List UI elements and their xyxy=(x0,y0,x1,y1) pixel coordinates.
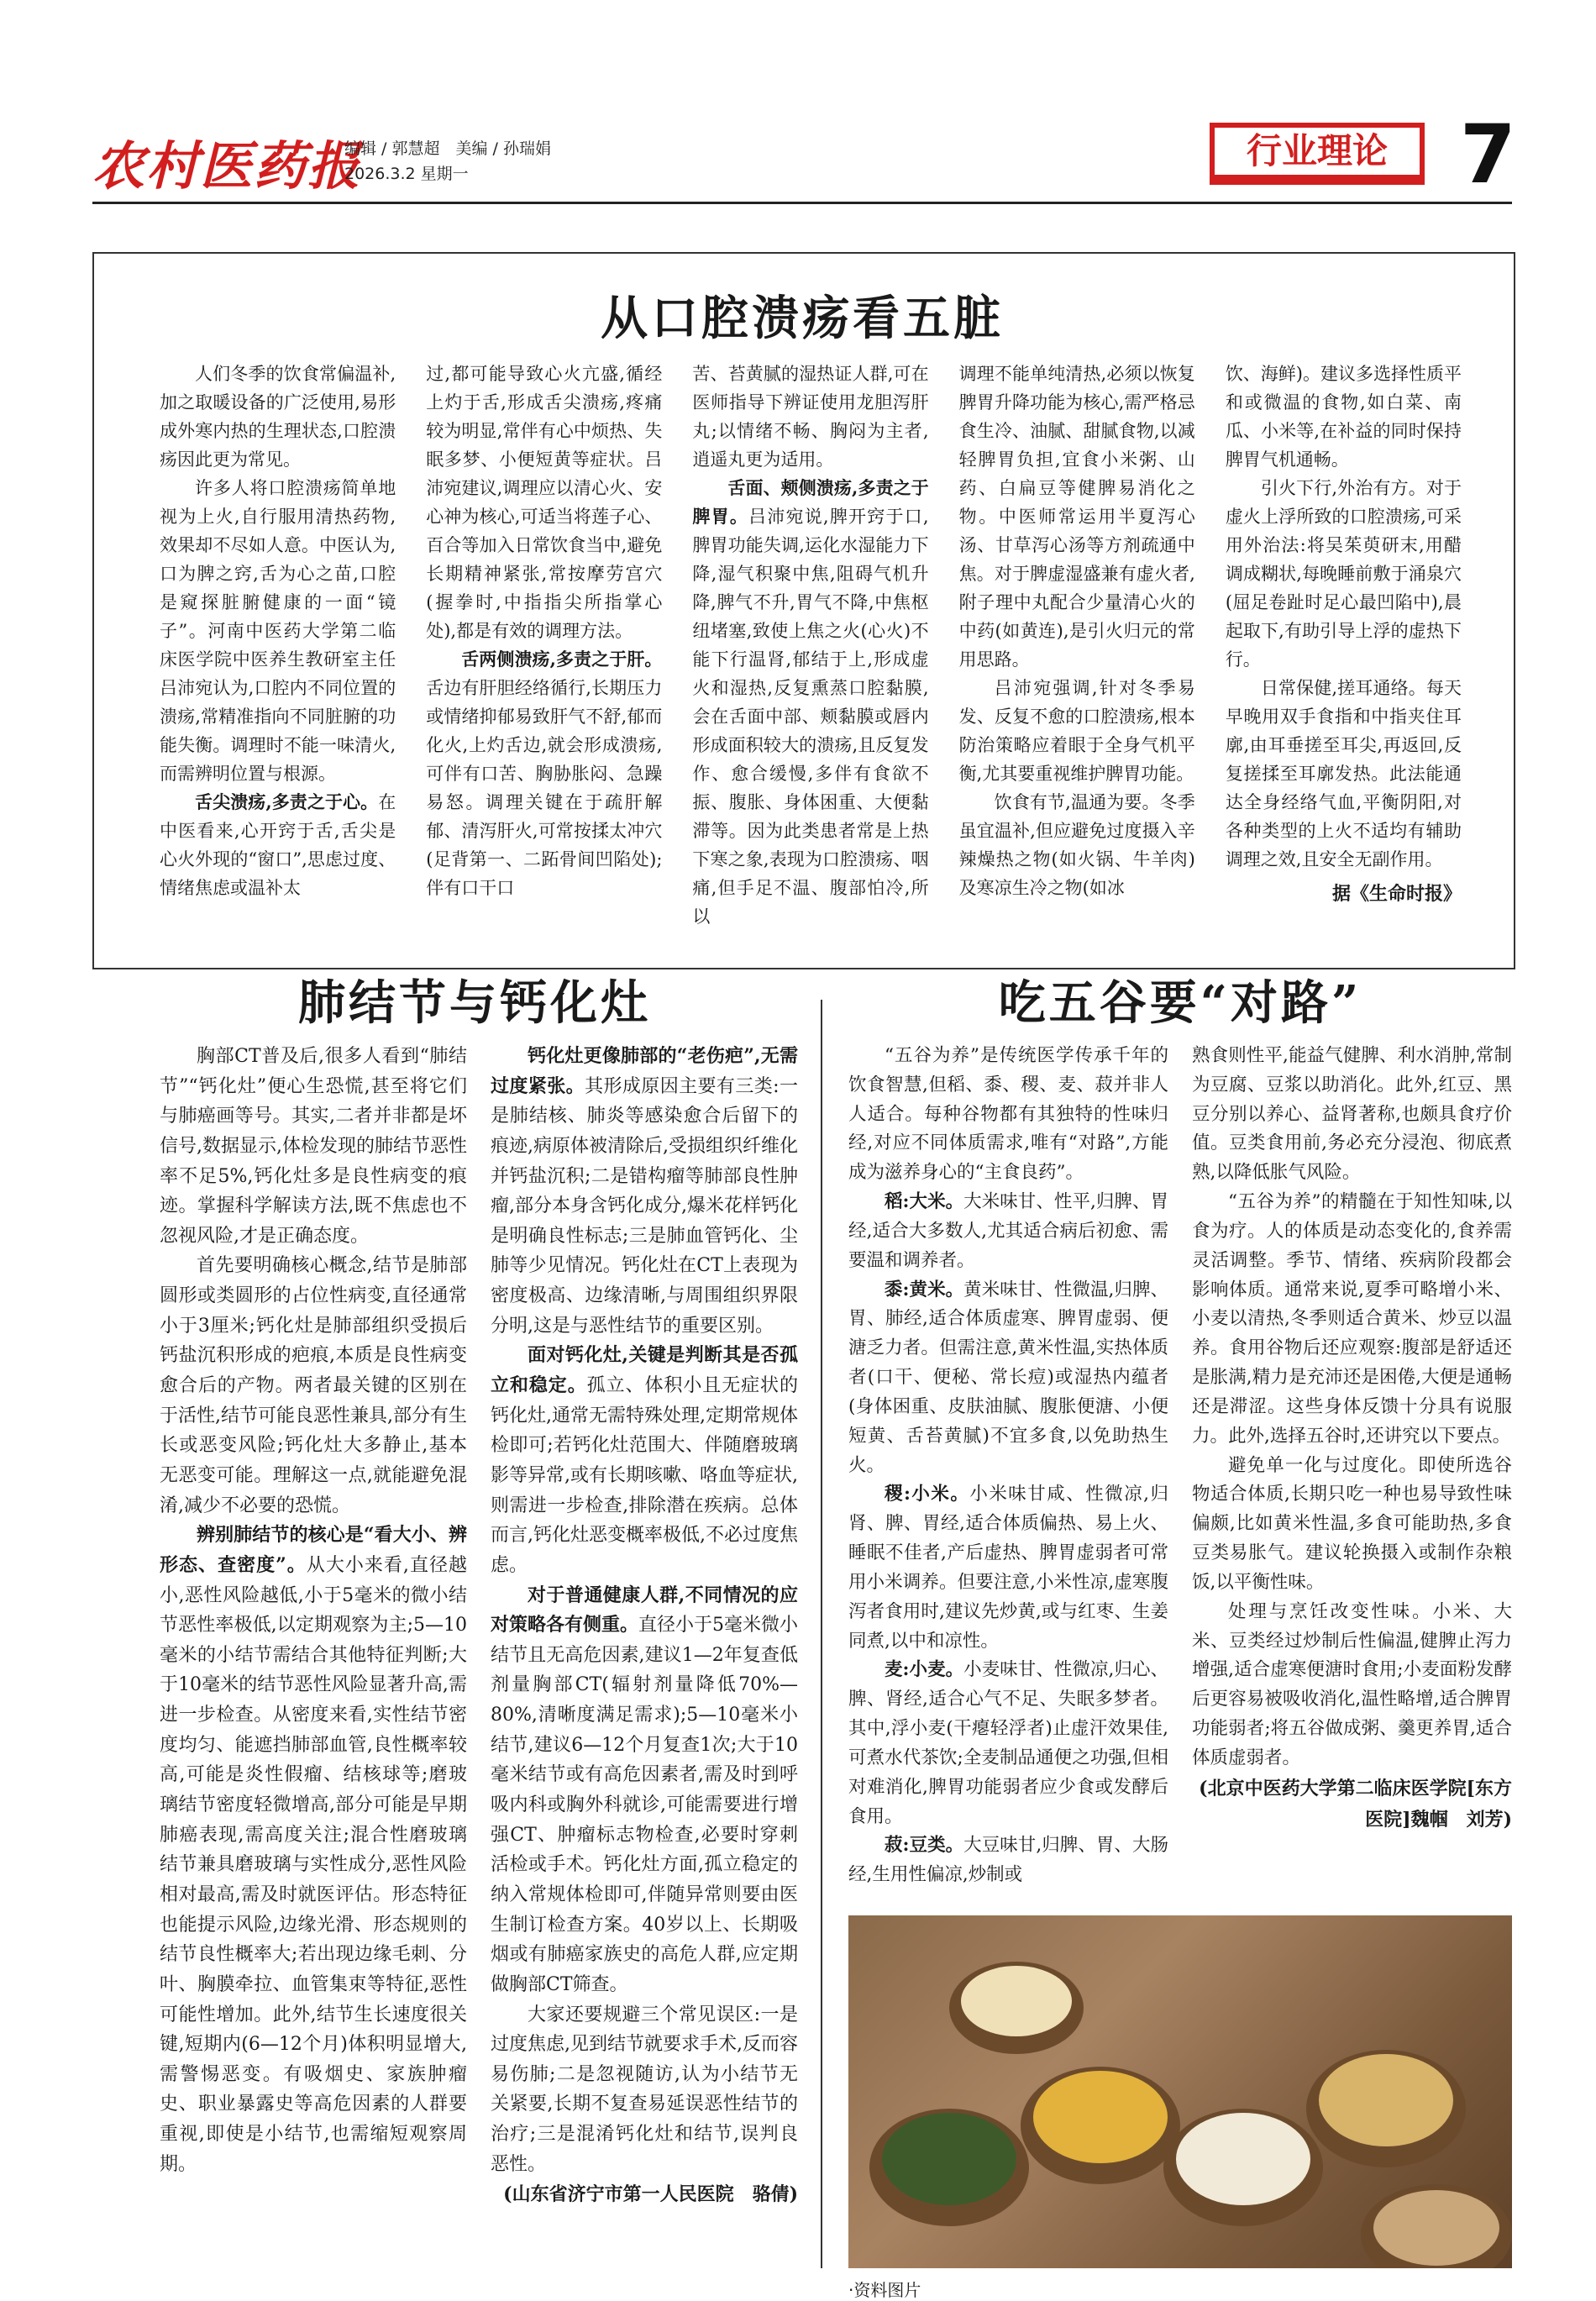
paragraph-lead: 舌两侧溃疡,多责之于肝。 xyxy=(461,649,663,670)
paragraph-text: 人们冬季的饮食常偏温补,加之取暖设备的广泛使用,易形成外寒内热的生理状态,口腔溃疡因此更为常见。 xyxy=(160,364,396,470)
paragraph-lead: 稷:小米。 xyxy=(885,1484,970,1505)
article-paragraph xyxy=(491,1581,798,2000)
grain-spoons-illustration xyxy=(848,1915,1512,2268)
article-column xyxy=(1226,360,1462,931)
article-paragraph xyxy=(848,1656,1168,1831)
paragraph-text: 舌边有肝胆经络循行,长期压力或情绪抑郁易致肝气不舒,郁而化火,上灼舌边,就会形成溃疡,可伴有口苦、胸胁胀闷、急躁易怒。调理关键在于疏肝解郁、清泻肝火,可常按揉太冲穴(足背第一、二跖骨间凹陷处);伴有口干口 xyxy=(426,678,663,899)
article-paragraph xyxy=(160,788,396,902)
paragraph-text: 苦、苔黄腻的湿热证人群,可在医师指导下辨证使用龙胆泻肝丸;以情绪不畅、胸闷为主者,逍遥丸更为适用。 xyxy=(692,364,929,470)
article-paragraph xyxy=(426,360,662,645)
article-paragraph xyxy=(848,1188,1168,1275)
paragraph-text: 引火下行,外治有方。对于虚火上浮所致的口腔溃疡,可采用外治法:将吴茱萸研末,用醋调成糊状,每晚睡前敷于涌泉穴(屈足卷趾时足心最凹陷中),晨起取下,有助引导上浮的虚热下行。 xyxy=(1225,478,1462,670)
paragraph-text: 从大小来看,直径越小,恶性风险越低,小于5毫米的微小结节恶性率极低,以定期观察为主;5—10毫米的小结节需结合其他特征判断;大于10毫米的结节恶性风险显著升高,需进一步检查。从密度来看,实性结节密度均匀、能遮挡肺部血管,良性概率较高,可能是炎性假瘤、结核球等;磨玻璃结节密度轻微增高,部分可能是早期肺癌表现,需高度关注;混合性磨玻璃结节兼具磨玻璃与实性成分,恶性风险相对最高,需及时就医评估。形态特征也能提示风险,边缘光滑、形态规则的结节良性概率大;若出现边缘毛刺、分叶、胸膜牵拉、血管集束等特征,恶性可能性增加。此外,结节生长速度很关键,短期内(6—12个月)体积明显增大,需警惕恶变。有吸烟史、家族肿瘤史、职业暴露史等高危因素的人群要重视,即使是小结节,也需缩短观察周期。 xyxy=(160,1554,467,2175)
spoon-icon xyxy=(949,1962,1084,2054)
paragraph-text: 过,都可能导致心火亢盛,循经上灼于舌,形成舌尖溃疡,疼痛较为明显,常伴有心中烦热、失眠多梦、小便短黄等症状。吕沛宛建议,调理应以清心火、安心神为核心,可适当将莲子心、百合等加入日常饮食当中,避免长期精神紧张,常按摩劳宫穴(握拳时,中指指尖所指掌心处),都是有效的调理方法。 xyxy=(426,364,663,642)
paragraph-lead: 舌尖溃疡,多责之于心。 xyxy=(195,791,379,813)
article-paragraph xyxy=(848,1042,1168,1188)
paragraph-text: 调理不能单纯清热,必须以恢复脾胃升降功能为核心,需严格忌食生冷、油腻、甜腻食物,以减轻脾胃负担,宜食小米粥、山药、白扁豆等健脾易消化之物。中医师常运用半夏泻心汤、甘草泻心汤等方剂疏通中焦。对于脾虚湿盛兼有虚火者,附子理中丸配合少量清心火的中药(如黄连),是引火归元的常用思路。 xyxy=(958,364,1195,670)
article-column xyxy=(1192,1042,1512,1890)
paragraph-text: 饮食有节,温通为要。冬季虽宜温补,但应避免过度摄入辛辣燥热之物(如火锅、牛羊肉)及寒凉生冷之物(如冰 xyxy=(958,792,1195,899)
section-title: 行业理论 xyxy=(1215,128,1420,175)
article-grains-body xyxy=(848,1042,1512,1890)
paragraph-lead: 黍:黄米。 xyxy=(885,1279,964,1300)
article-paragraph xyxy=(959,788,1195,902)
article-paragraph xyxy=(160,474,396,788)
spoon-icon xyxy=(1306,2050,1466,2167)
paragraph-text: 吕沛宛强调,针对冬季易发、反复不愈的口腔溃疡,根本防治策略应着眼于全身气机平衡,尤其要重视维护脾胃功能。 xyxy=(958,678,1195,785)
paragraph-lead: 钙化灶更像肺部的“老伤疤”,无需过度紧张。 xyxy=(491,1045,798,1097)
article-paragraph xyxy=(426,645,662,902)
article-column xyxy=(160,360,396,931)
article-paragraph xyxy=(1226,360,1462,474)
masthead-rule xyxy=(92,202,1512,204)
paragraph-text: 大家还要规避三个常见误区:一是过度焦虑,见到结节就要求手术,反而容易伤肺;二是忽视随访,认为小结节无关紧要,长期不复查易延误恶性结节的治疗;三是混淆钙化灶和结节,误判良恶性。 xyxy=(491,2004,798,2175)
article-column xyxy=(692,360,928,931)
paragraph-text: 处理与烹饪改变性味。小米、大米、豆类经过炒制后性偏温,健脾止泻力增强,适合虚寒便溏时食用;小麦面粉发酵后更容易被吸收消化,温性略增,适合脾胃功能弱者;将五谷做成粥、羹更养胃,适合体质虚弱者。 xyxy=(1192,1600,1512,1768)
paragraph-lead: 菽:豆类。 xyxy=(885,1835,964,1857)
paragraph-text: 其形成原因主要有三类:一是肺结核、肺炎等感染愈合后留下的痕迹,病原体被清除后,受损组织纤维化并钙盐沉积;二是错构瘤等肺部良性肿瘤,部分本身含钙化成分,爆米花样钙化是明确良性标志;三是肺血管钙化、尘肺等少见情况。钙化灶在CT上表现为密度极高、边缘清晰,与周围组织界限分明,这是与恶性结节的重要区别。 xyxy=(491,1075,798,1337)
article-paragraph xyxy=(1226,674,1462,874)
paragraph-text: “五谷为养”是传统医学传承千年的饮食智慧,但稻、黍、稷、麦、菽并非人人适合。每种谷物都有其独特的性味归经,对应不同体质需求,唯有“对路”,方能成为滋养身心的“主食良药”。 xyxy=(848,1045,1168,1184)
paragraph-text: 日常保健,搓耳通络。每天早晚用双手食指和中指夹住耳廓,由耳垂搓至耳尖,再返回,反复搓揉至耳廓发热。此法能通达全身经络气血,平衡阴阳,对各种类型的上火不适均有辅助调理之效,且安全无副作用。 xyxy=(1225,678,1462,870)
article-column xyxy=(959,360,1195,931)
article-paragraph xyxy=(160,1521,467,2179)
column-divider xyxy=(821,1000,822,2268)
date-line: 2026.3.2 星期一 xyxy=(344,165,469,183)
article-grains-title: 吃五谷要“对路” xyxy=(998,975,1362,1031)
article-paragraph xyxy=(1226,474,1462,674)
article-column xyxy=(491,1042,798,2210)
paragraph-lead: 对于普通健康人群,不同情况的应对策略各有侧重。 xyxy=(491,1584,798,1636)
paragraph-lead: 麦:小麦。 xyxy=(885,1659,964,1681)
paragraph-lead: 稻:大米。 xyxy=(885,1191,964,1213)
paragraph-lead: 面对钙化灶,关键是判断其是否孤立和稳定。 xyxy=(491,1344,798,1397)
article-oral-ulcer-title: 从口腔溃疡看五脏 xyxy=(601,291,1004,346)
paragraph-text: “五谷为养”的精髓在于知性知味,以食为疗。人的体质是动态变化的,食养需灵活调整。季节、情绪、疾病阶段都会影响体质。通常来说,夏季可略增小米、小麦以清热,冬季则适合黄米、炒豆以温养。食用谷物后还应观察:腹部是舒适还是胀满,精力是充沛还是困倦,大便是通畅还是滞涩。这些身体反馈十分具有说服力。此外,选择五谷时,还讲究以下要点。 xyxy=(1192,1191,1512,1447)
paragraph-lead: 舌面、颊侧溃疡,多责之于脾胃。 xyxy=(692,477,929,528)
paragraph-text: 饮、海鲜)。建议多选择性质平和或微温的食物,如白菜、南瓜、小米等,在补益的同时保持脾胃气机通畅。 xyxy=(1225,364,1462,470)
paragraph-text: 吕沛宛说,脾开窍于口,脾胃功能失调,运化水湿能力下降,湿气积聚中焦,阻碍气机升降,脾气不升,胃气不降,中焦枢纽堵塞,致使上焦之火(心火)不能下行温肾,郁结于上,形成虚火和湿热,反复熏蒸口腔黏膜,会在舌面中部、颊黏膜或唇内形成面积较大的溃疡,且反复发作、愈合缓慢,多伴有食欲不振、腹胀、身体困重、大便黏滞等。因为此类患者常是上热下寒之象,表现为口腔溃疡、咽痛,但手足不温、腹部怕冷,所以 xyxy=(692,507,929,927)
article-paragraph xyxy=(1192,1188,1512,1451)
paragraph-text: 胸部CT普及后,很多人看到“肺结节”“钙化灶”便心生恐慌,甚至将它们与肺癌画等号。其实,二者并非都是坏信号,数据显示,体检发现的肺结节恶性率不足5%,钙化灶多是良性病变的痕迹。掌握科学解读方法,既不焦虑也不忽视风险,才是正确态度。 xyxy=(160,1046,467,1247)
article-paragraph xyxy=(959,360,1195,674)
article-source: 据《生命时报》 xyxy=(1332,883,1462,906)
article-paragraph xyxy=(491,2000,798,2180)
article-paragraph xyxy=(1192,1042,1512,1188)
paragraph-text: 首先要明确核心概念,结节是肺部圆形或类圆形的占位性病变,直径通常小于3厘米;钙化灶是肺部组织受损后钙盐沉积形成的疤痕,本质是良性病变愈合后的产物。两者最关键的区别在于活性,结节可能良恶性兼具,部分有生长或恶变风险;钙化灶大多静止,基本无恶变可能。理解这一点,就能避免混淆,减少不必要的恐慌。 xyxy=(160,1255,467,1516)
paragraph-text: 避免单一化与过度化。即使所选谷物适合体质,长期只吃一种也易导致性味偏颇,比如黄米性温,多食可能助热,多食豆类易胀气。建议轮换摄入或制作杂粮饭,以平衡性味。 xyxy=(1192,1454,1512,1593)
article-lung-nodule-title: 肺结节与钙化灶 xyxy=(298,975,651,1031)
photo-caption: ·资料图片 xyxy=(848,2280,921,2300)
spoon-icon xyxy=(1021,2067,1180,2184)
article-column xyxy=(160,1042,467,2210)
article-lung-nodule-body xyxy=(160,1042,798,2210)
article-paragraph xyxy=(491,1341,798,1580)
article-paragraph xyxy=(848,1276,1168,1481)
paragraph-text: 许多人将口腔溃疡简单地视为上火,自行服用清热药物,效果却不尽如人意。中医认为,口为脾之窍,舌为心之苗,口腔是窥探脏腑健康的一面“镜子”。河南中医药大学第二临床医学院中医养生教研室主任吕沛宛认为,口腔内不同位置的溃疡,常精准指向不同脏腑的功能失衡。调理时不能一味清火,而需辨明位置与根源。 xyxy=(160,478,396,785)
paragraph-text: 熟食则性平,能益气健脾、利水消肿,常制为豆腐、豆浆以助消化。此外,红豆、黑豆分别以养心、益肾著称,也颇具食疗价值。豆类食用前,务必充分浸泡、彻底煮熟,以降低胀气风险。 xyxy=(1192,1045,1512,1184)
paragraph-text: 大米味甘、性平,归脾、胃经,适合大多数人,尤其适合病后初愈、需要温和调养者。 xyxy=(848,1191,1169,1271)
edition-meta xyxy=(344,136,551,186)
article-paragraph xyxy=(692,360,928,474)
spoon-icon xyxy=(869,2109,1029,2226)
paragraph-text: 孤立、体积小且无症状的钙化灶,通常无需特殊处理,定期常规体检即可;若钙化灶范围大、伴随磨玻璃影等异常,或有长期咳嗽、咯血等症状,则需进一步检查,排除潜在疾病。总体而言,钙化灶恶变概率极低,不必过度焦虑。 xyxy=(491,1375,798,1576)
paragraph-text: 小米味甘咸、性微凉,归肾、脾、胃经,适合体质偏热、易上火、睡眠不佳者,产后虚热、脾胃虚弱者可常用小米调养。但要注意,小米性凉,虚寒腹泻者食用时,建议先炒黄,或与红枣、生姜同煮,以中和凉性。 xyxy=(848,1484,1168,1652)
article-paragraph xyxy=(848,1480,1168,1656)
article-paragraph xyxy=(1192,1452,1512,1598)
section-label xyxy=(1210,123,1425,185)
paragraph-text: 直径小于5毫米微小结节且无高危因素,建议1—2年复查低剂量胸部CT(辐射剂量降低70%—80%,清晰度满足需求);5—10毫米小结节,建议6—12个月复查1次;大于10毫米结节或有高危因素者,需及时到呼吸内科或胸外科就诊,可能需要进行增强CT、肿瘤标志物检查,必要时穿刺活检或手术。钙化灶方面,孤立稳定的纳入常规体检即可,伴随异常则要由医生制订检查方案。40岁以上、长期吸烟或有肺癌家族史的高危人群,应定期做胸部CT筛查。 xyxy=(491,1615,799,1995)
article-column xyxy=(848,1042,1168,1890)
article-paragraph xyxy=(692,474,928,931)
grain-spoons-photo xyxy=(848,1915,1512,2268)
article-paragraph xyxy=(160,1042,467,1251)
article-paragraph xyxy=(959,674,1195,788)
article-paragraph xyxy=(848,1831,1168,1890)
paragraph-text: 在中医看来,心开窍于舌,舌尖是心火外现的“窗口”,思虑过度、情绪焦虑或温补太 xyxy=(160,792,396,899)
spoon-icon xyxy=(1361,2184,1512,2268)
article-column xyxy=(426,360,662,931)
newspaper-logo: 农村医药报 xyxy=(92,135,362,197)
spoon-icon xyxy=(1163,2109,1323,2226)
article-paragraph xyxy=(1192,1598,1512,1773)
article-paragraph xyxy=(160,360,396,474)
page-number: 7 xyxy=(1460,108,1516,202)
paragraph-lead: 辨别肺结节的核心是“看大小、辨形态、查密度”。 xyxy=(160,1524,467,1576)
paragraph-text: 大豆味甘,归脾、胃、大肠经,生用性偏凉,炒制或 xyxy=(848,1835,1169,1886)
article-byline: (北京中医药大学第二临床医学院[东方医院]魏帼 刘芳) xyxy=(1199,1777,1512,1831)
article-paragraph xyxy=(160,1251,467,1521)
article-byline: (山东省济宁市第一人民医院 骆倩) xyxy=(503,2183,798,2206)
editor-line: 编辑 / 郭慧超 美编 / 孙瑞娟 xyxy=(344,139,551,158)
article-paragraph xyxy=(491,1042,798,1341)
paragraph-text: 小麦味甘、性微凉,归心、脾、肾经,适合心气不足、失眠多梦者。其中,浮小麦(干瘪轻浮者)止虚汗效果佳,可煮水代茶饮;全麦制品通便之功强,但相对难消化,脾胃功能弱者应少食或发酵后食用。 xyxy=(848,1659,1169,1827)
article-oral-ulcer-body xyxy=(160,360,1462,931)
masthead xyxy=(92,108,1516,202)
paragraph-text: 黄米味甘、性微温,归脾、胃、肺经,适合体质虚寒、脾胃虚弱、便溏乏力者。但需注意,黄米性温,实热体质者(口干、便秘、常长痘)或湿热内蕴者(身体困重、皮肤油腻、腹胀便溏、小便短黄、舌苔黄腻)不宜多食,以免助热生火。 xyxy=(848,1279,1169,1476)
